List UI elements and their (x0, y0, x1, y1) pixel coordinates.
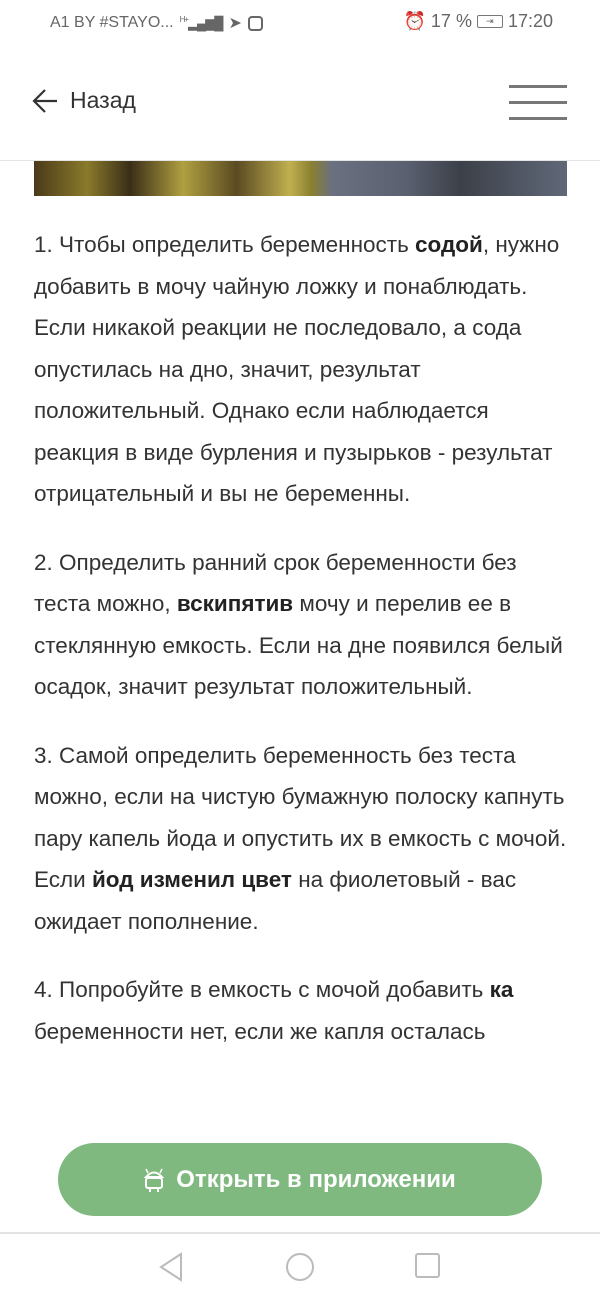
square-recents-icon (414, 1252, 442, 1280)
network-type: H+ (179, 14, 189, 24)
telegram-icon: ➤ (228, 15, 242, 32)
top-header (0, 45, 600, 161)
nav-recents-button[interactable] (414, 1252, 442, 1285)
instagram-icon (248, 16, 263, 31)
paragraph-text: на фиолетовый - вас ожидает пополнение. (34, 867, 517, 934)
article-paragraph (34, 735, 567, 943)
paragraph-text: мочу и перелив ее в стеклянную емкость. Если на дне появился белый осадок, значит результат положительный. (34, 591, 563, 699)
paragraph-text: 4. Попробуйте в емкость с мочой добавить (34, 977, 490, 1002)
status-bar (0, 0, 600, 45)
bold-text: содой (415, 232, 483, 257)
paragraph-text: беременности нет, если же капля осталась (34, 1018, 486, 1044)
carrier-name: A1 BY #STAYO... (50, 14, 174, 31)
article-body (34, 224, 567, 1079)
paragraph-text: , нужно добавить в мочу чайную ложку и понаблюдать. Если никакой реакции не последовало, а сода опустилась на дно, значит, результат положительный. Однако если наблюдается реакция в виде бурления и пузырьков - результат отрицательный и вы не беременны. (34, 232, 560, 506)
battery-icon: ⇥ (477, 15, 503, 28)
nav-home-button[interactable] (285, 1252, 315, 1287)
menu-icon-line (509, 117, 567, 120)
paragraph-text: 3. Самой определить беременность без теста можно, если на чистую бумажную полоску капнуть пару капель йода и опустить их в емкость с мочой. Если (34, 742, 567, 892)
bold-text: вскипятив (176, 591, 294, 616)
system-nav-bar (0, 1232, 600, 1299)
clock: 17:20 (507, 11, 553, 31)
circle-home-icon (285, 1252, 315, 1282)
article-paragraph (34, 969, 567, 1052)
arrow-left-icon (32, 88, 58, 114)
paragraph-text: 2. Определить ранний срок беременности без теста можно, (34, 549, 517, 616)
open-in-app-button[interactable] (58, 1143, 542, 1216)
menu-button[interactable] (509, 85, 567, 121)
battery-percent: 17 % (430, 11, 472, 31)
article-image (34, 161, 567, 196)
back-button[interactable] (32, 87, 136, 114)
article-paragraph (34, 224, 567, 515)
back-label: Назад (70, 87, 136, 113)
open-in-app-label: Открыть в приложении (176, 1165, 456, 1193)
nav-back-button[interactable] (158, 1252, 184, 1287)
article-paragraph (34, 542, 567, 708)
bold-text: йод изменил цвет (91, 867, 292, 892)
menu-icon-line (509, 101, 567, 104)
alarm-icon: ⏰ (403, 11, 426, 31)
menu-icon (509, 85, 567, 88)
triangle-back-icon (158, 1252, 184, 1282)
paragraph-text: 1. Чтобы определить беременность (34, 232, 416, 257)
android-icon (144, 1167, 164, 1193)
bold-text: ка (489, 977, 514, 1002)
signal-icon: $^{H+}$▂▄▆█ (179, 14, 223, 31)
